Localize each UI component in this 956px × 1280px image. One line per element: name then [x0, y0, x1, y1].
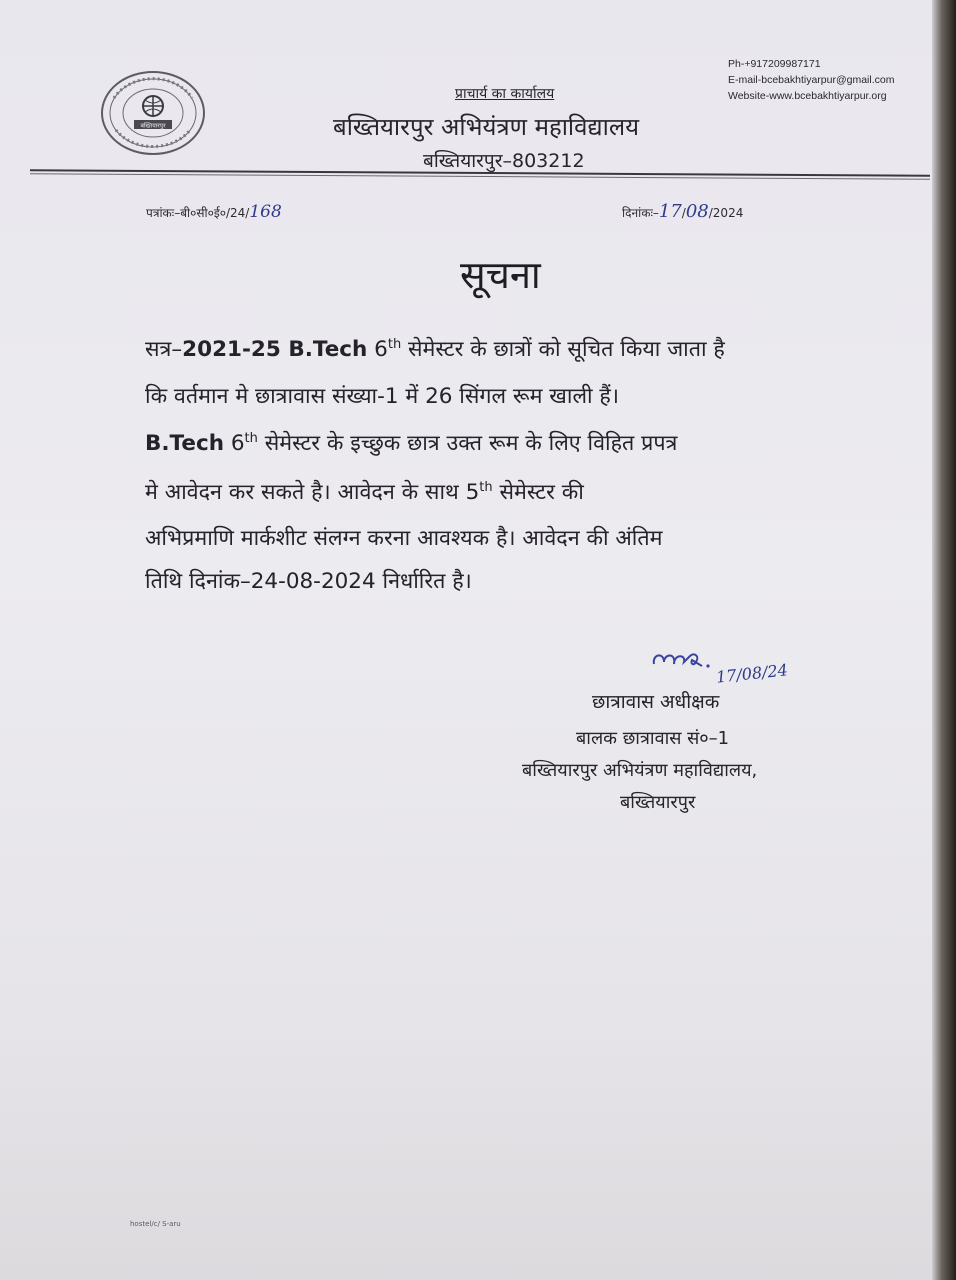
notice-line-5: अभिप्रमाणि मार्कशीट संलग्न करना आवश्यक है। आवेदन की अंतिम [145, 526, 663, 551]
signatory-place: बख्तियारपुर [620, 792, 696, 813]
notice-line-2: कि वर्तमान मे छात्रावास संख्या-1 में 26 सिंगल रूम खाली हैं। [145, 384, 619, 409]
contact-block [728, 56, 894, 104]
college-name: बख्तियारपुर अभियंत्रण महाविद्यालय [333, 113, 640, 141]
paper-shadow-edge [932, 0, 956, 1280]
line-1-text: सेमेस्टर के छात्रों को सूचित किया जाता है [401, 337, 725, 362]
semester-number: 6 [367, 337, 388, 362]
semester-number-2: 6 [224, 431, 245, 456]
line-4-text-a: मे आवेदन कर सकते है। आवेदन के साथ 5 [145, 480, 480, 505]
session-course: 2021-25 B.Tech [182, 337, 368, 362]
semester-suffix: th [387, 336, 402, 352]
signature-date: 17/08/24 [715, 660, 789, 687]
notice-line-3 [145, 428, 677, 457]
date-month: 08 [685, 201, 709, 222]
notice-heading: सूचना [460, 253, 541, 297]
date-label: दिनांकः– [622, 206, 659, 220]
file-path-footer: hostel/c/ S-aru [130, 1220, 181, 1228]
date-year: /2024 [708, 206, 744, 220]
signatory-college: बख्तियारपुर अभियंत्रण महाविद्यालय, [522, 760, 758, 781]
phone-number: Ph-+917209987171 [728, 58, 821, 70]
notice-line-6: तिथि दिनांक–24-08-2024 निर्धारित है। [145, 569, 472, 594]
notice-line-4 [145, 477, 584, 506]
line-4-text-b: सेमेस्टर की [492, 480, 584, 505]
reference-number [146, 202, 282, 222]
course-name: B.Tech [145, 431, 224, 456]
line-3-text: सेमेस्टर के इच्छुक छात्र उक्त रूम के लिए विहित प्रपत्र [257, 431, 678, 456]
reference-label: पत्रांकः–बी०सी०ई०/24/ [146, 206, 250, 220]
signatory-hostel: बालक छात्रावास सं०–1 [576, 728, 730, 749]
date-day: 17 [658, 201, 682, 222]
college-logo [100, 70, 206, 156]
email-address: E-mail-bcebakhtiyarpur@gmail.com [728, 74, 895, 86]
website-address: Website-www.bcebakhtiyarpur.org [728, 90, 887, 102]
semester-suffix-3: th [479, 479, 493, 495]
office-label: प्राचार्य का कार्यालय [455, 86, 555, 102]
signatory-title: छात्रावास अधीक्षक [592, 691, 720, 713]
notice-line-1 [145, 334, 725, 363]
logo-text: बख्तियारपुर [140, 122, 166, 130]
college-address: बख्तियारपुर–803212 [423, 150, 585, 172]
reference-handwritten-number: 168 [249, 202, 282, 222]
session-prefix: सत्र– [145, 337, 183, 362]
issue-date: दिनांकः–17/08/2024 [622, 201, 744, 222]
semester-suffix-2: th [244, 430, 258, 446]
